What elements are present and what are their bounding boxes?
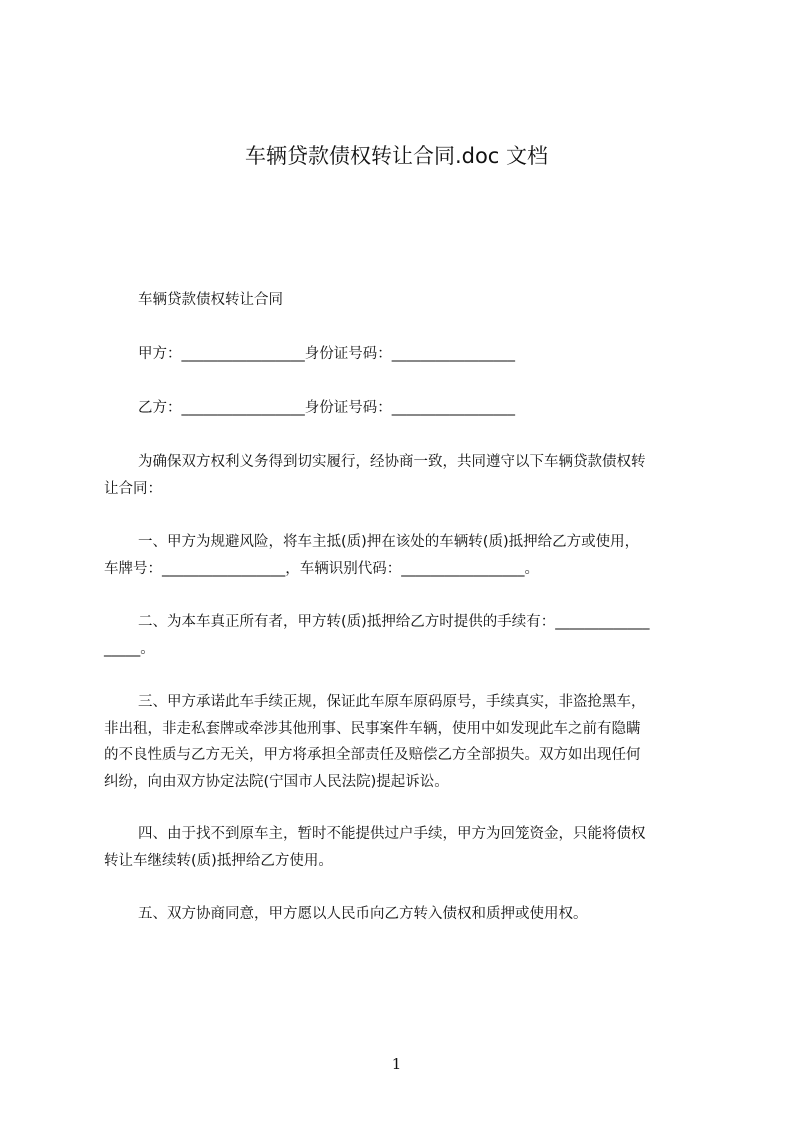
clause-2-line-2: _____。 <box>104 640 155 657</box>
clause-1-line-1: 一、甲方为规避风险，将车主抵(质)押在该处的车辆转(质)抵押给乙方或使用， <box>138 534 640 550</box>
clause-3-line-4: 纠纷，向由双方协定法院(宁国市人民法院)提起诉讼。 <box>104 773 449 790</box>
party-b-line <box>104 395 702 422</box>
document-title: 车辆贷款债权转让合同.doc 文档 <box>244 144 549 168</box>
contract-heading <box>104 287 702 314</box>
intro-line-1: 为确保双方权利义务得到切实履行，经协商一致，共同遵守以下车辆贷款债权转 <box>138 454 646 470</box>
clause-4-paragraph <box>104 821 702 874</box>
clause-3-line-2: 非出租，非走私套牌或牵涉其他刑事、民事案件车辆，使用中如发现此车之前有隐瞒 <box>104 720 641 737</box>
clause-5-text: 五、双方协商同意，甲方愿以人民币向乙方转入债权和质押或使用权。 <box>138 906 588 922</box>
clause-1-line-2: 车牌号：_________________，车辆识别代码：_________________。 <box>104 560 539 577</box>
intro-line-2: 让合同： <box>104 480 162 497</box>
clause-1-paragraph <box>104 529 702 582</box>
intro-paragraph <box>104 449 702 502</box>
party-a-line <box>104 341 702 368</box>
clause-2-paragraph <box>104 609 702 662</box>
clause-3-line-1: 三、甲方承诺此车手续正规，保证此车原车原码原号，手续真实，非盗抢黑车， <box>138 694 646 710</box>
page-number: 1 <box>391 1055 402 1073</box>
party-a-text: 甲方：_________________身份证号码：_________________ <box>138 346 515 362</box>
party-b-text: 乙方：_________________身份证号码：_________________ <box>138 400 515 416</box>
clause-3-paragraph <box>104 689 702 795</box>
clause-5-paragraph <box>104 901 702 928</box>
clause-3-line-3: 的不良性质与乙方无关，甲方将承担全部责任及赔偿乙方全部损失。双方如出现任何 <box>104 747 641 763</box>
clause-4-line-1: 四、由于找不到原车主，暂时不能提供过户手续，甲方为回笼资金，只能将债权 <box>138 826 646 842</box>
clause-4-line-2: 转让车继续转(质)抵押给乙方使用。 <box>104 852 333 869</box>
clause-2-line-1: 二、为本车真正所有者，甲方转(质)抵押给乙方时提供的手续有：_____________ <box>138 614 650 630</box>
contract-heading-text: 车辆贷款债权转让合同 <box>138 292 283 308</box>
